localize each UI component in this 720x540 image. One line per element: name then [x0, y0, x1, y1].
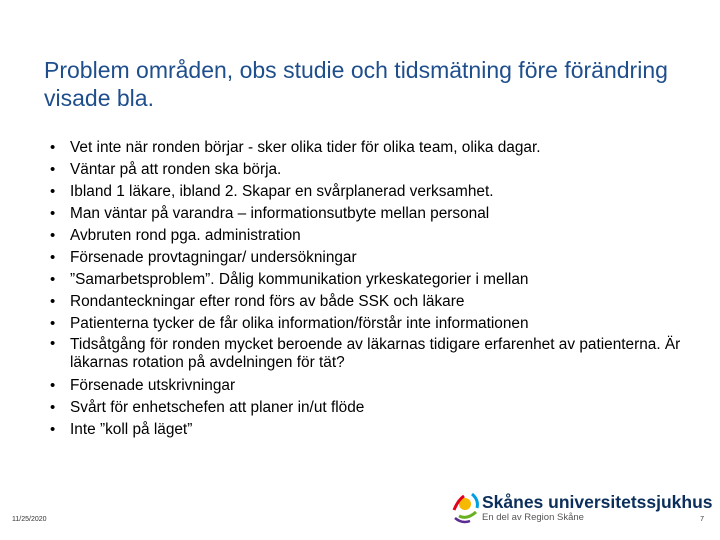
- logo-subtitle: En del av Region Skåne: [482, 512, 584, 523]
- bullet-dot: •: [50, 139, 56, 156]
- bullet-dot: •: [50, 315, 56, 332]
- bullet-dot: •: [50, 205, 56, 222]
- bullet-item: [50, 375, 690, 397]
- bullet-text: Väntar på att ronden ska börja.: [70, 161, 282, 178]
- bullet-dot: •: [50, 271, 56, 288]
- slide-date: 11/25/2020: [12, 516, 47, 523]
- logo: [452, 490, 713, 524]
- bullet-text: Patienterna tycker de får olika information/förstår inte informationen: [70, 315, 529, 332]
- bullet-text: Tidsåtgång för ronden mycket beroende av läkarnas tidigare erfarenhet av patienterna. Är läkarnas rotation på avdelningen för tät?: [70, 336, 681, 371]
- bullet-item: [50, 159, 690, 181]
- bullet-item: [50, 203, 690, 225]
- page-number: 7: [700, 516, 704, 523]
- bullet-item: [50, 247, 690, 269]
- bullet-dot: •: [50, 399, 56, 416]
- bullet-dot: •: [50, 161, 56, 178]
- bullet-dot: •: [50, 183, 56, 200]
- bullet-dot: •: [50, 421, 56, 438]
- bullet-text: Inte ”koll på läget”: [70, 421, 193, 438]
- logo-name: Skånes universitetssjukhus: [482, 492, 713, 512]
- bullet-dot: •: [50, 249, 56, 266]
- bullet-item: [50, 397, 690, 419]
- bullet-dot: •: [50, 293, 56, 310]
- bullet-text: Vet inte när ronden börjar - sker olika tider för olika team, olika dagar.: [70, 139, 541, 156]
- bullet-text: Ibland 1 läkare, ibland 2. Skapar en svårplanerad verksamhet.: [70, 183, 494, 200]
- bullet-item: [50, 335, 690, 375]
- bullet-item: [50, 225, 690, 247]
- bullet-text: ”Samarbetsproblem”. Dålig kommunikation yrkeskategorier i mellan: [70, 271, 529, 288]
- bullet-text: Försenade utskrivningar: [70, 377, 236, 394]
- bullet-item: [50, 419, 690, 441]
- bullet-dot: •: [50, 227, 56, 244]
- bullet-item: [50, 291, 690, 313]
- slide-title: Problem områden, obs studie och tidsmätning före förändring visade bla.: [44, 57, 668, 111]
- sun-logo-icon: [452, 490, 482, 524]
- bullet-text: Avbruten rond pga. administration: [70, 227, 301, 244]
- bullet-item: [50, 269, 690, 291]
- bullet-list: [50, 137, 690, 441]
- bullet-item: [50, 137, 690, 159]
- bullet-text: Försenade provtagningar/ undersökningar: [70, 249, 357, 266]
- bullet-dot: •: [50, 335, 56, 352]
- bullet-text: Svårt för enhetschefen att planer in/ut flöde: [70, 399, 365, 416]
- bullet-item: [50, 313, 690, 335]
- bullet-text: Rondanteckningar efter rond förs av både SSK och läkare: [70, 293, 465, 310]
- bullet-dot: •: [50, 377, 56, 394]
- bullet-item: [50, 181, 690, 203]
- bullet-text: Man väntar på varandra – informationsutbyte mellan personal: [70, 205, 490, 222]
